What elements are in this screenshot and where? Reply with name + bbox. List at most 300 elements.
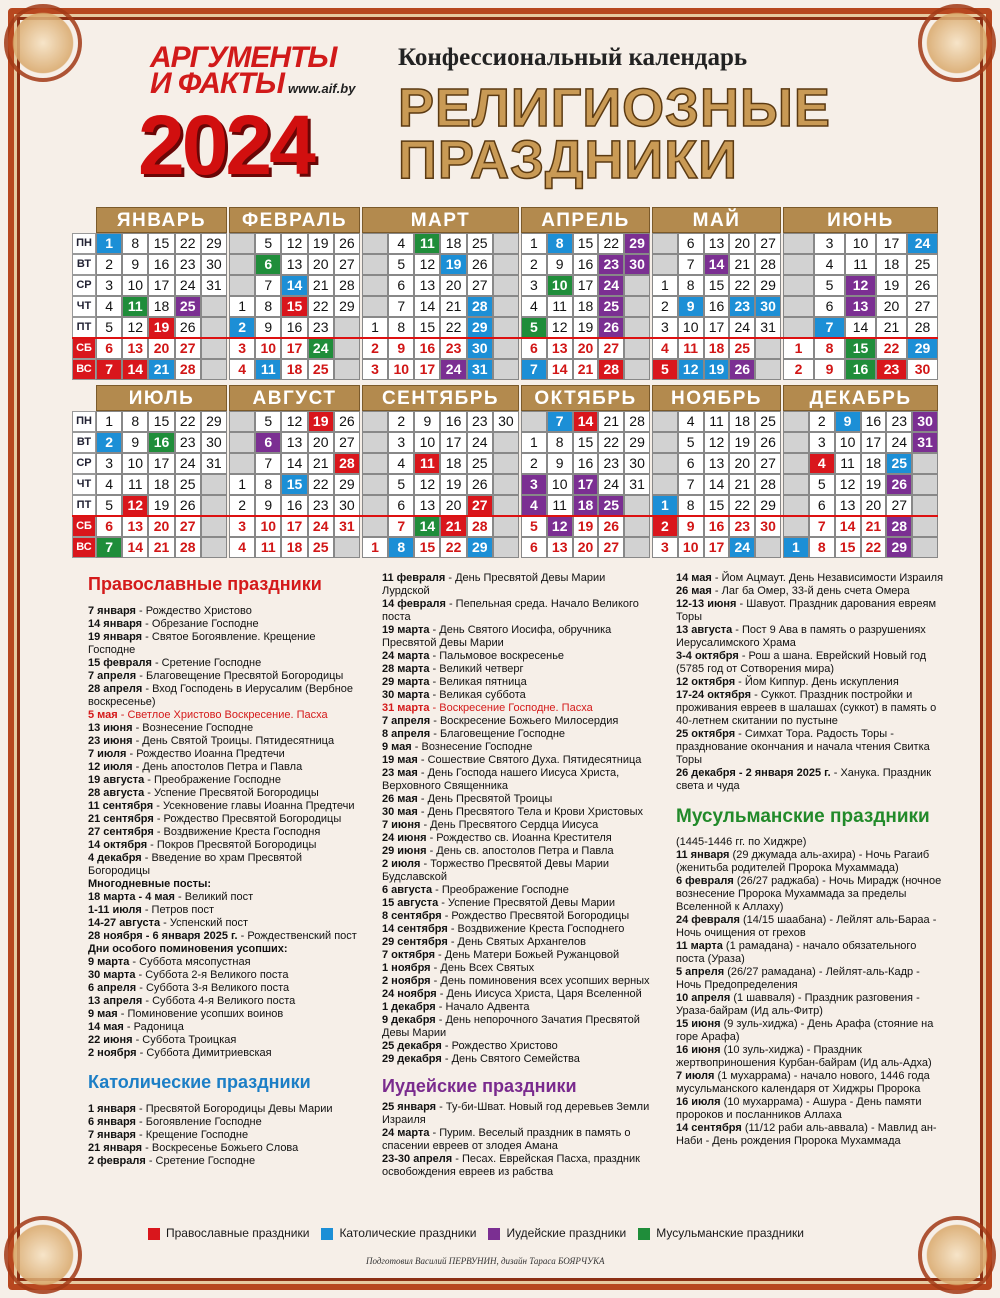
holiday-text: - Великий пост: [174, 891, 254, 903]
corner-ornament: [918, 4, 996, 82]
holiday-date: 11 марта: [676, 940, 723, 952]
day-cell: 24: [308, 338, 334, 359]
catholic-list-col1: [88, 1103, 363, 1168]
holiday-text: - Йом Ацмаут. День Независимости Израиля: [711, 572, 944, 584]
weekday-label: ПН: [72, 411, 96, 432]
holiday-date: 24 ноября: [382, 988, 437, 1000]
day-cell: [334, 338, 360, 359]
day-cell: 25: [598, 296, 624, 317]
day-cell: 1: [362, 317, 388, 338]
holiday-entry: [88, 1047, 363, 1060]
day-cell: 19: [573, 317, 599, 338]
holiday-text: - Суббота Димитриевская: [136, 1047, 272, 1059]
month-5: [652, 385, 781, 558]
day-cell: 1: [783, 338, 814, 359]
day-cell: [624, 338, 650, 359]
holiday-entry: [382, 1040, 654, 1053]
day-cell: 9: [414, 411, 440, 432]
day-cell: 17: [704, 317, 730, 338]
holiday-text: - Введение во храм Пресвятой Богородицы: [88, 852, 303, 877]
day-cell: 29: [886, 537, 912, 558]
day-cell: 12: [122, 317, 148, 338]
day-cell: 28: [907, 317, 938, 338]
day-cell: [912, 537, 938, 558]
holiday-entry: [88, 787, 363, 800]
day-cell: [783, 296, 814, 317]
day-cell: 5: [652, 359, 678, 380]
holiday-entry: [88, 735, 363, 748]
orthodox-list: [88, 605, 363, 878]
holiday-text: - Богоявление Господне: [135, 1116, 262, 1128]
day-cell: [624, 296, 650, 317]
holiday-entry: [382, 832, 654, 845]
holiday-entry: [88, 891, 363, 904]
day-cell: 19: [729, 432, 755, 453]
weekday-label: ПТ: [72, 317, 96, 338]
day-cell: 24: [598, 275, 624, 296]
day-cell: 10: [547, 474, 573, 495]
day-cell: [755, 359, 781, 380]
day-cell: 27: [467, 495, 493, 516]
day-cell: 15: [148, 233, 174, 254]
day-cell: 27: [334, 254, 360, 275]
day-cell: 22: [308, 296, 334, 317]
day-cell: 25: [755, 411, 781, 432]
day-cell: 11: [122, 296, 148, 317]
day-cell: 24: [467, 432, 493, 453]
holiday-date: 1-11 июля: [88, 904, 142, 916]
holiday-text: (14/15 шаабана) - Лейлят аль-Бараа - Ночь очищения от грехов: [676, 914, 937, 939]
catholic-title: Католические праздники: [88, 1072, 311, 1092]
holiday-text: - Воскресенье Божьего Слова: [142, 1142, 299, 1154]
day-cell: 19: [440, 474, 466, 495]
day-cell: [912, 474, 938, 495]
day-cell: 13: [122, 516, 148, 537]
holiday-entry: [676, 689, 946, 728]
day-cell: [783, 474, 809, 495]
holiday-entry: [382, 923, 654, 936]
day-cell: 18: [729, 411, 755, 432]
day-cell: 2: [652, 296, 678, 317]
day-cell: [493, 516, 519, 537]
holiday-date: 18 марта - 4 мая: [88, 891, 175, 903]
day-cell: 17: [414, 359, 440, 380]
holiday-date: 17-24 октября: [676, 689, 752, 701]
holiday-entry: [382, 884, 654, 897]
day-cell: 9: [122, 432, 148, 453]
holiday-entry: [88, 917, 363, 930]
holiday-entry: [676, 849, 946, 875]
day-cell: 8: [678, 495, 704, 516]
day-cell: 30: [201, 432, 227, 453]
day-cell: 13: [281, 254, 307, 275]
holiday-date: 8 апреля: [382, 728, 431, 740]
holiday-text: - Суббота 3-я Великого поста: [136, 982, 290, 994]
day-cell: 9: [122, 254, 148, 275]
day-cell: 1: [521, 233, 547, 254]
day-cell: [201, 537, 227, 558]
day-cell: [624, 537, 650, 558]
day-cell: [362, 296, 388, 317]
day-cell: [493, 432, 519, 453]
holiday-date: 1 января: [88, 1103, 136, 1115]
day-cell: 25: [467, 453, 493, 474]
day-cell: 23: [175, 254, 201, 275]
holiday-entry: [382, 962, 654, 975]
month-6: [783, 385, 938, 558]
holiday-text: - Воскресение Господне. Пасха: [429, 702, 593, 714]
day-cell: 24: [886, 432, 912, 453]
day-cell: 7: [96, 537, 122, 558]
holiday-entry: [88, 904, 363, 917]
holiday-date: 15 февраля: [88, 657, 152, 669]
day-cell: 13: [414, 495, 440, 516]
day-cell: [783, 411, 809, 432]
day-cell: [783, 233, 814, 254]
muslim-list: [676, 849, 946, 1148]
day-cell: 29: [334, 296, 360, 317]
day-cell: [783, 275, 814, 296]
day-cell: 16: [440, 411, 466, 432]
holiday-text: - Песах. Еврейская Пасха, праздник освобождения евреев из рабства: [382, 1153, 640, 1178]
holiday-text: - День Пресвятого Сердца Иисуса: [420, 819, 599, 831]
holiday-entry: [382, 715, 654, 728]
day-cell: 11: [704, 411, 730, 432]
holiday-text: (29 джумада аль-ахира) - Ночь Рагаиб (женитьба родителей Пророка Мухаммада): [676, 849, 930, 874]
day-cell: 10: [547, 275, 573, 296]
holiday-entry: [88, 1034, 363, 1047]
day-cell: 22: [440, 537, 466, 558]
holiday-entry: [382, 663, 654, 676]
holiday-text: - День Святых Архангелов: [447, 936, 587, 948]
day-cell: 8: [809, 537, 835, 558]
day-cell: 14: [122, 537, 148, 558]
day-cell: 18: [281, 537, 307, 558]
holiday-date: 19 января: [88, 631, 143, 643]
holiday-date: 3-4 октября: [676, 650, 739, 662]
holiday-text: - Рождество Иоанна Предтечи: [126, 748, 285, 760]
holiday-date: 14 мая: [676, 572, 712, 584]
day-cell: [493, 474, 519, 495]
day-cell: 19: [704, 359, 730, 380]
day-cell: 26: [467, 254, 493, 275]
holiday-entry: [382, 845, 654, 858]
day-cell: [493, 537, 519, 558]
holiday-entry: [382, 741, 654, 754]
holiday-entry: [88, 982, 363, 995]
day-cell: 3: [814, 233, 845, 254]
holiday-date: 4 декабря: [88, 852, 142, 864]
legend-swatch: [488, 1228, 500, 1240]
day-cell: 17: [281, 338, 307, 359]
day-cell: 13: [547, 338, 573, 359]
day-cell: 7: [678, 254, 704, 275]
day-cell: 23: [440, 338, 466, 359]
day-cell: 31: [467, 359, 493, 380]
day-cell: 16: [148, 254, 174, 275]
day-cell: 10: [388, 359, 414, 380]
holiday-date: 19 марта: [382, 624, 430, 636]
day-cell: 6: [678, 453, 704, 474]
day-cell: 19: [861, 474, 887, 495]
day-cell: 5: [814, 275, 845, 296]
holiday-text: - Сретение Господне: [145, 1155, 256, 1167]
day-cell: 16: [704, 296, 730, 317]
day-cell: [755, 537, 781, 558]
holiday-text: - Сретение Господне: [151, 657, 262, 669]
day-cell: 7: [547, 411, 573, 432]
holiday-date: 5 мая: [88, 709, 118, 721]
holiday-entry: [88, 800, 363, 813]
holiday-entry: [88, 618, 363, 631]
day-cell: 17: [440, 432, 466, 453]
day-cell: 14: [845, 317, 876, 338]
day-cell: 7: [814, 317, 845, 338]
aif-logo: [150, 41, 380, 100]
day-cell: 19: [308, 411, 334, 432]
day-cell: 9: [255, 495, 281, 516]
jewish-list-col2: [382, 1101, 654, 1179]
day-cell: 30: [493, 411, 519, 432]
day-cell: 2: [96, 432, 122, 453]
day-cell: 24: [907, 233, 938, 254]
holiday-date: 7 апреля: [88, 670, 137, 682]
corner-ornament: [918, 1216, 996, 1294]
holiday-text: (1 рамадана) - начало обязательного поста (Ураза): [676, 940, 917, 965]
day-cell: 13: [281, 432, 307, 453]
weekday-label: СБ: [72, 338, 96, 359]
day-cell: 15: [845, 338, 876, 359]
day-cell: [493, 254, 519, 275]
corner-ornament: [4, 1216, 82, 1294]
day-cell: 30: [334, 495, 360, 516]
holiday-text: - Рош а шана. Еврейский Новый год (5785 год от Сотворения мира): [676, 650, 927, 675]
holiday-date: 7 июля: [88, 748, 127, 760]
day-cell: 23: [886, 411, 912, 432]
day-cell: 3: [809, 432, 835, 453]
day-cell: 1: [96, 233, 122, 254]
day-cell: 21: [876, 317, 907, 338]
holiday-entry: [676, 585, 946, 598]
holiday-date: 8 сентября: [382, 910, 442, 922]
day-cell: 13: [835, 495, 861, 516]
holiday-text: - Торжество Пресвятой Девы Марии Будславской: [382, 858, 609, 883]
holiday-text: - Святое Богоявление. Крещение Господне: [88, 631, 316, 656]
day-cell: 12: [845, 275, 876, 296]
day-cell: 1: [652, 275, 678, 296]
muslim-title: Мусульманские праздники: [676, 806, 930, 827]
day-cell: 29: [624, 432, 650, 453]
day-cell: 10: [678, 537, 704, 558]
day-cell: 1: [229, 474, 255, 495]
holiday-entry: [382, 819, 654, 832]
holiday-entry: [88, 852, 363, 878]
day-cell: 31: [755, 317, 781, 338]
day-cell: 30: [624, 453, 650, 474]
day-cell: 23: [175, 432, 201, 453]
day-cell: [521, 411, 547, 432]
holiday-entry: [382, 572, 654, 598]
holiday-date: 13 апреля: [88, 995, 143, 1007]
day-cell: 25: [729, 338, 755, 359]
weekday-label: ЧТ: [72, 474, 96, 495]
holiday-date: 14 мая: [88, 1021, 124, 1033]
holiday-date: 1 ноября: [382, 962, 431, 974]
holiday-date: 6 февраля: [676, 875, 734, 887]
day-cell: 27: [755, 453, 781, 474]
holiday-date: 16 июня: [676, 1044, 721, 1056]
holiday-entry: [88, 969, 363, 982]
day-cell: 23: [467, 411, 493, 432]
day-cell: 9: [547, 453, 573, 474]
day-cell: 1: [229, 296, 255, 317]
month-4: [521, 385, 650, 558]
day-cell: 3: [229, 516, 255, 537]
day-cell: 15: [573, 233, 599, 254]
weekend-divider: [72, 337, 938, 339]
holiday-date: 15 августа: [382, 897, 439, 909]
day-cell: 16: [414, 338, 440, 359]
day-cell: 7: [96, 359, 122, 380]
holiday-date: 7 апреля: [382, 715, 431, 727]
day-cell: 19: [876, 275, 907, 296]
day-cell: 24: [440, 359, 466, 380]
day-cell: [229, 233, 255, 254]
day-cell: [362, 474, 388, 495]
day-cell: 2: [521, 254, 547, 275]
holiday-date: 15 июня: [676, 1018, 721, 1030]
day-cell: [362, 275, 388, 296]
holiday-text: (1 шавваля) - Праздник разговения - Ураза-байрам (Ид аль-Фитр): [676, 992, 920, 1017]
holiday-date: 14 февраля: [382, 598, 446, 610]
holiday-date: 2 ноября: [382, 975, 431, 987]
fasts-title: Многодневные посты:: [88, 878, 212, 890]
holiday-date: 25 декабря: [382, 1040, 442, 1052]
day-cell: 23: [598, 453, 624, 474]
day-cell: 29: [201, 411, 227, 432]
day-cell: 26: [175, 317, 201, 338]
holiday-date: 29 декабря: [382, 1053, 442, 1065]
holiday-text: - Вознесение Господне: [132, 722, 254, 734]
day-cell: 9: [678, 516, 704, 537]
holiday-text: - Рождество Пресвятой Богородицы: [441, 910, 630, 922]
day-cell: 2: [362, 338, 388, 359]
day-cell: 22: [861, 537, 887, 558]
day-cell: 18: [440, 233, 466, 254]
day-cell: 4: [814, 254, 845, 275]
day-cell: [362, 254, 388, 275]
day-cell: [334, 317, 360, 338]
day-cell: 10: [122, 275, 148, 296]
day-cell: 17: [573, 275, 599, 296]
column-1: [88, 572, 363, 1168]
holiday-entry: [382, 676, 654, 689]
weekday-label: СБ: [72, 516, 96, 537]
day-cell: 16: [704, 516, 730, 537]
holiday-entry: [382, 1014, 654, 1040]
day-cell: 20: [308, 254, 334, 275]
day-cell: 19: [148, 317, 174, 338]
holiday-entry: [676, 940, 946, 966]
day-cell: [652, 233, 678, 254]
holiday-text: - День непорочного Зачатия Пресвятой Девы Марии: [382, 1014, 640, 1039]
holiday-date: 2 февраля: [88, 1155, 146, 1167]
day-cell: 10: [122, 453, 148, 474]
day-cell: 22: [598, 233, 624, 254]
day-cell: 25: [308, 537, 334, 558]
holiday-text: - Пресвятой Богородицы Девы Марии: [135, 1103, 333, 1115]
holiday-text: - Шавуот. Праздник дарования евреям Торы: [676, 598, 937, 623]
day-cell: 24: [729, 537, 755, 558]
day-cell: 28: [598, 359, 624, 380]
holiday-text: - Радоница: [123, 1021, 184, 1033]
credit: Подготовил Василий ПЕРВУНИН, дизайн Тараса БОЯРЧУКА: [366, 1256, 605, 1266]
legend-item: [638, 1226, 804, 1240]
day-cell: [493, 453, 519, 474]
holiday-text: - Вход Господень в Иерусалим (Вербное воскресенье): [88, 683, 354, 708]
holiday-date: 9 декабря: [382, 1014, 436, 1026]
day-cell: [362, 453, 388, 474]
memorial-list: [88, 956, 363, 1060]
day-cell: 28: [175, 537, 201, 558]
day-cell: [652, 254, 678, 275]
day-cell: 2: [96, 254, 122, 275]
holiday-date: 7 января: [88, 605, 136, 617]
weekday-label: ВС: [72, 537, 96, 558]
day-cell: 22: [175, 411, 201, 432]
day-cell: 3: [521, 275, 547, 296]
day-cell: 12: [835, 474, 861, 495]
day-cell: 14: [414, 296, 440, 317]
day-cell: 16: [281, 317, 307, 338]
day-cell: 27: [175, 338, 201, 359]
holiday-text: - Покров Пресвятой Богородицы: [147, 839, 317, 851]
day-cell: 26: [907, 275, 938, 296]
day-cell: [362, 411, 388, 432]
holiday-text: - Успение Пресвятой Богородицы: [144, 787, 319, 799]
month-name: ОКТЯБРЬ: [521, 385, 650, 411]
day-cell: 20: [876, 296, 907, 317]
day-cell: 20: [148, 338, 174, 359]
fasts-list: [88, 891, 363, 943]
holiday-text: (1 мухаррама) - начало нового, 1446 года мусульманского календаря от Хиджры Пророка: [676, 1070, 930, 1095]
day-cell: 2: [229, 317, 255, 338]
day-cell: 24: [175, 275, 201, 296]
holiday-date: 9 марта: [88, 956, 130, 968]
day-cell: 5: [255, 411, 281, 432]
day-cell: 22: [598, 432, 624, 453]
weekday-label: СР: [72, 275, 96, 296]
day-cell: 18: [704, 338, 730, 359]
holiday-entry: [676, 914, 946, 940]
holiday-entry: [88, 683, 363, 709]
holiday-date: 16 июля: [676, 1096, 721, 1108]
day-cell: 18: [148, 296, 174, 317]
day-cell: [201, 296, 227, 317]
holiday-text: - День св. апостолов Петра и Павла: [426, 845, 614, 857]
day-cell: 26: [467, 474, 493, 495]
holiday-date: 13 июня: [88, 722, 133, 734]
day-cell: 8: [122, 411, 148, 432]
weekday-label: ПН: [72, 233, 96, 254]
day-cell: 17: [573, 474, 599, 495]
day-cell: 18: [281, 359, 307, 380]
day-cell: 17: [281, 516, 307, 537]
holiday-text: - День апостолов Петра и Павла: [132, 761, 303, 773]
holiday-date: 28 марта: [382, 663, 430, 675]
holiday-entry: [382, 793, 654, 806]
day-cell: 3: [652, 537, 678, 558]
